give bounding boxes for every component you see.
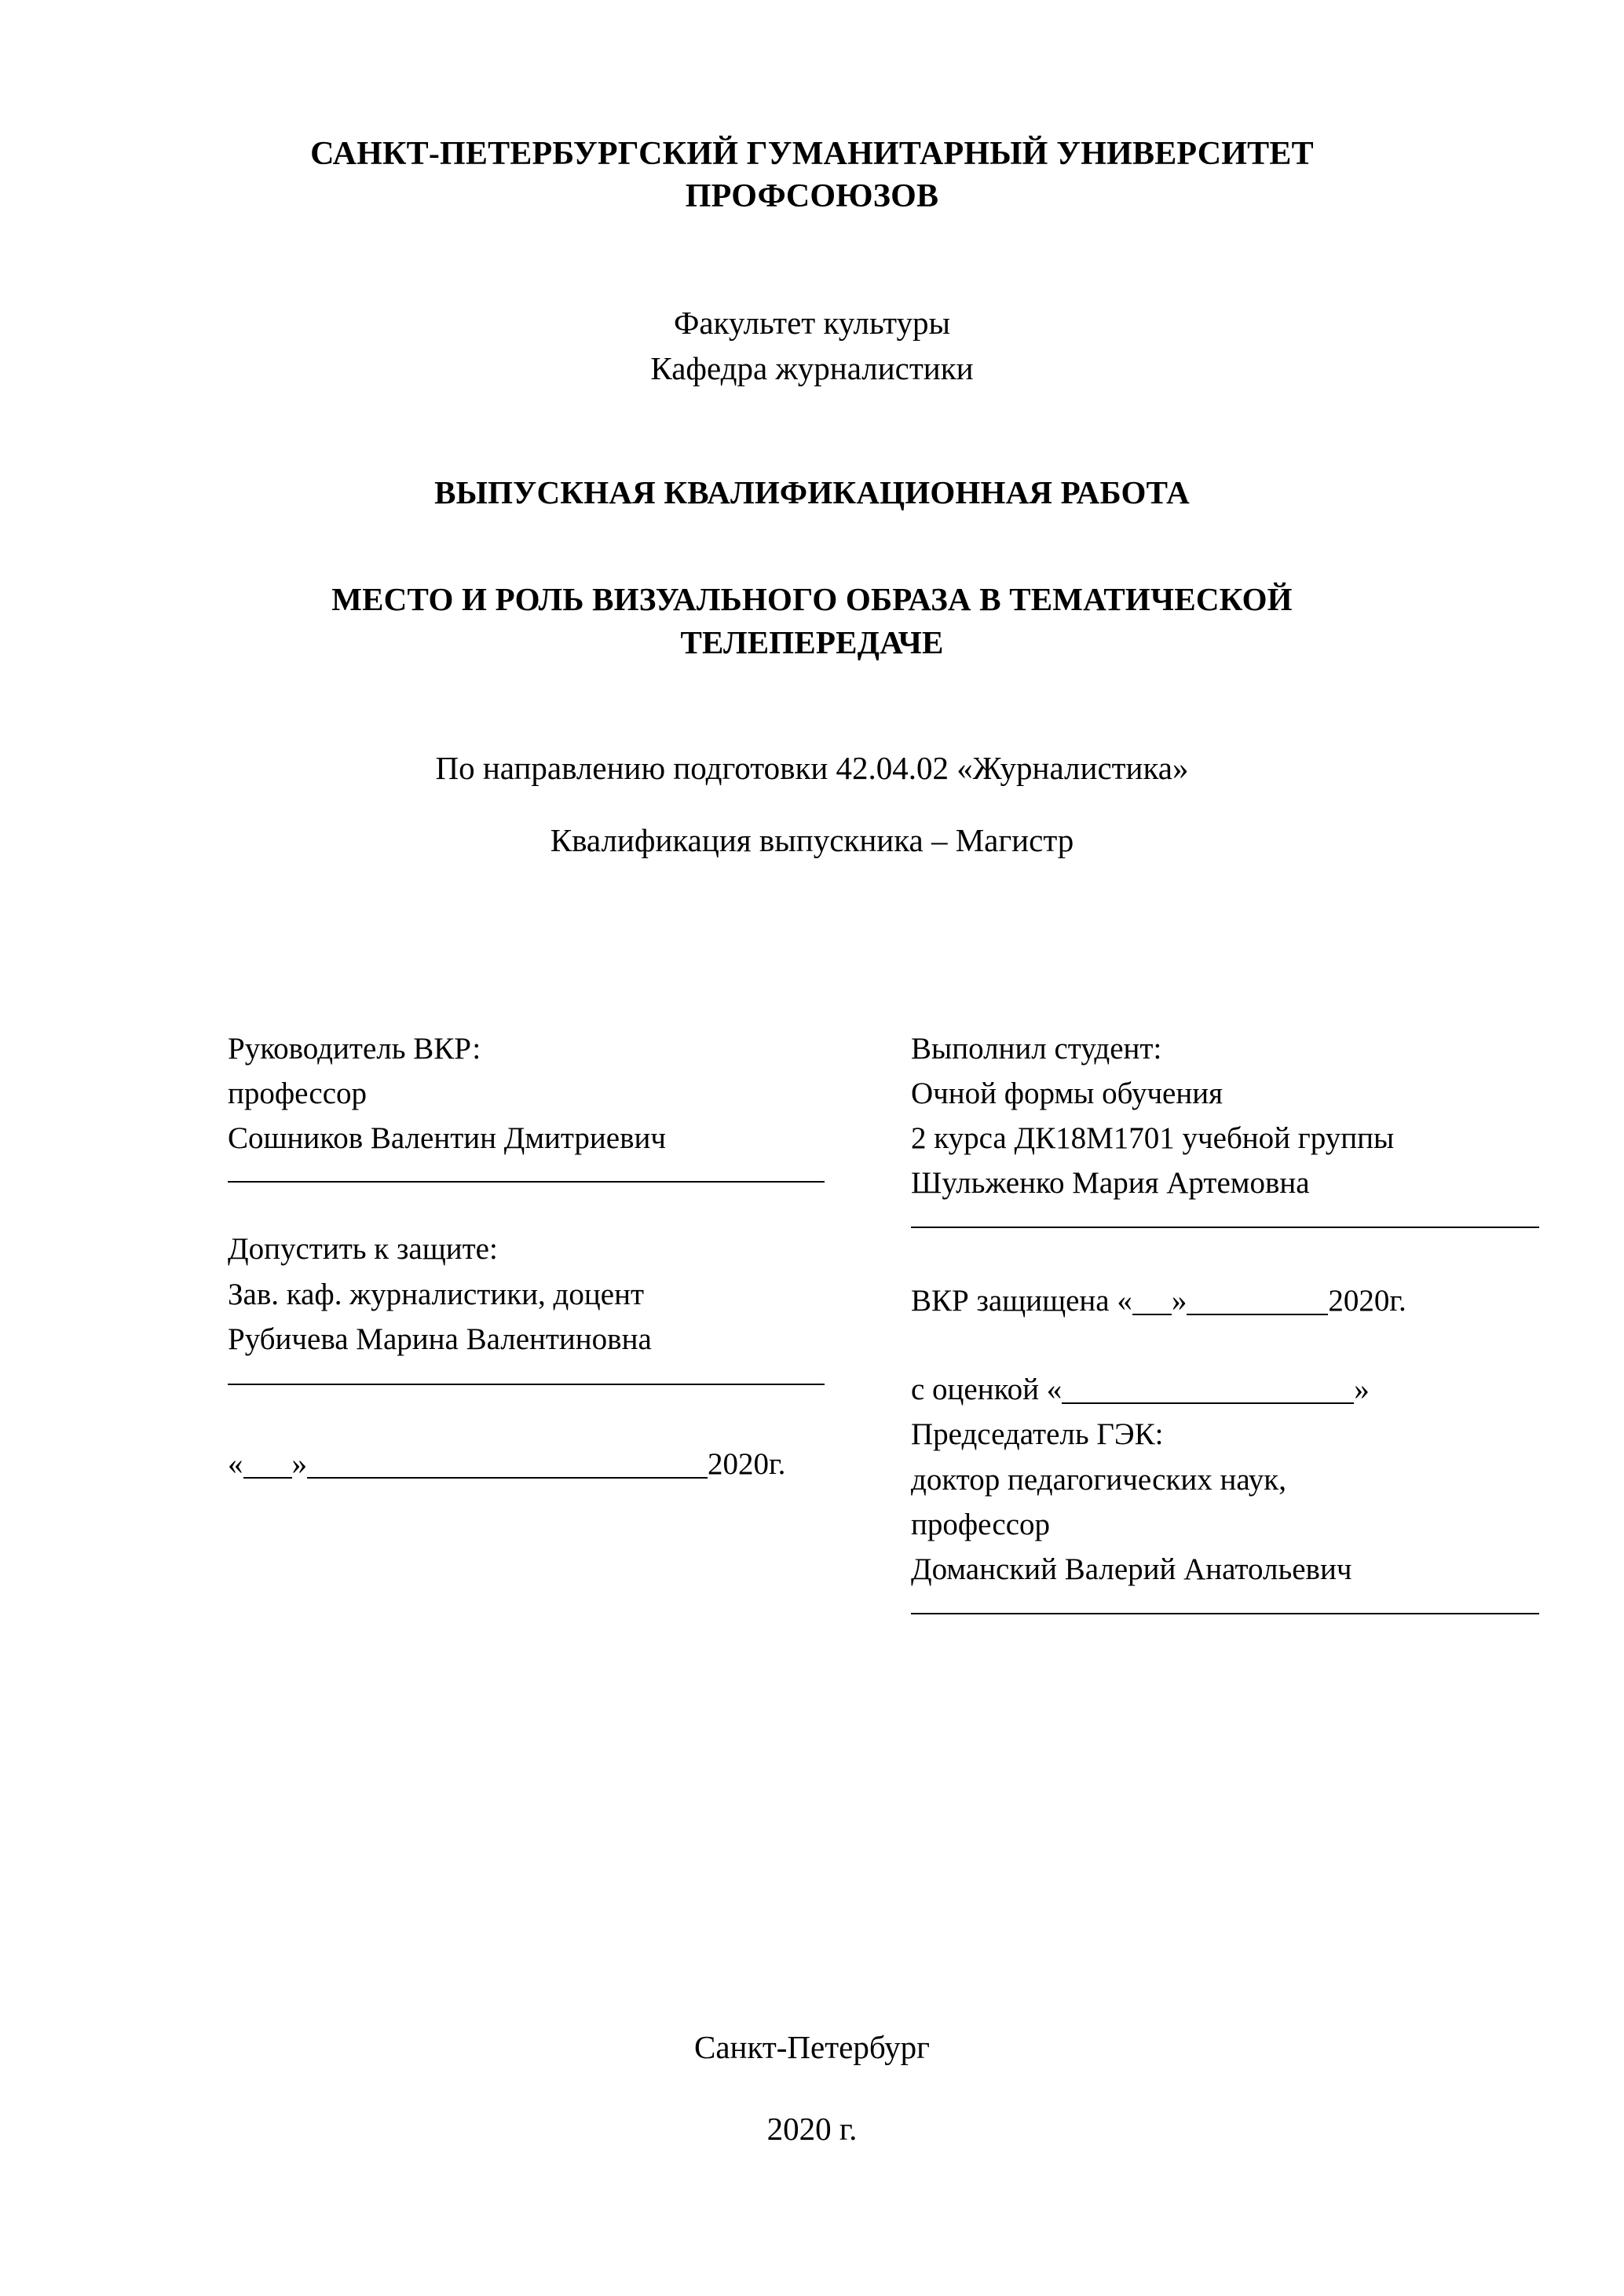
student-label: Выполнил студент:: [911, 1031, 1162, 1066]
year: 2020 г.: [766, 2110, 858, 2147]
student-group: 2 курса ДК18М1701 учебной группы: [911, 1121, 1395, 1156]
defense-date-year: 2020г.: [1328, 1283, 1406, 1318]
quote-close: »: [291, 1447, 307, 1482]
grade-suffix: »: [1354, 1373, 1370, 1407]
chairman-signature-line: [911, 1613, 1539, 1614]
defense-date-mid: »: [1171, 1283, 1187, 1318]
defense-date-row: [911, 1278, 1539, 1323]
grade-row: [911, 1367, 1539, 1412]
supervisor-name: Сошников Валентин Дмитриевич: [228, 1121, 667, 1156]
defense-day-blank: [1132, 1314, 1172, 1315]
signature-columns: [126, 1026, 1498, 1614]
study-form: Очной формы обучения: [911, 1076, 1223, 1110]
quote-open: «: [228, 1447, 243, 1482]
spacer: [911, 1228, 1539, 1278]
direction-block: [126, 745, 1498, 865]
university-title: САНКТ-ПЕТЕРБУРГСКИЙ ГУМАНИТАРНЫЙ УНИВЕРСИТЕТ ПРОФСОЮЗОВ: [310, 136, 1314, 214]
chairman-name: Доманский Валерий Анатольевич: [911, 1552, 1352, 1587]
defense-month-blank: [1187, 1314, 1328, 1315]
work-title: МЕСТО И РОЛЬ ВИЗУАЛЬНОГО ОБРАЗА В ТЕМАТИЧЕСКОЙ ТЕЛЕПЕРЕДАЧЕ: [331, 580, 1293, 661]
department-name: Кафедра журналистики: [650, 349, 974, 386]
defense-date-prefix: ВКР защищена «: [911, 1283, 1132, 1318]
admit-label: Допустить к защите:: [228, 1232, 498, 1267]
city: Санкт-Петербург: [694, 2029, 930, 2065]
spacer: [228, 1183, 825, 1227]
chairman-label: Председатель ГЭК:: [911, 1417, 1164, 1452]
right-signature-column: [911, 1026, 1539, 1614]
head-of-department-name: Рубичева Марина Валентиновна: [228, 1322, 652, 1357]
admit-date-row: [228, 1442, 825, 1486]
faculty-block: [126, 300, 1498, 391]
spacer: [228, 1385, 825, 1442]
admit-date-year: 2020г.: [708, 1447, 786, 1482]
grade-blank: [1062, 1402, 1354, 1404]
spacer: [911, 1323, 1539, 1367]
chairman-rank-line-2: профессор: [911, 1508, 1051, 1542]
supervisor-rank: профессор: [228, 1076, 368, 1110]
date-month-blank: [307, 1477, 708, 1479]
student-name: Шульженко Мария Артемовна: [911, 1166, 1310, 1201]
page-footer: [0, 2024, 1624, 2153]
grade-prefix: с оценкой «: [911, 1373, 1063, 1407]
head-of-department-rank: Зав. каф. журналистики, доцент: [228, 1277, 644, 1311]
date-day-blank: [243, 1477, 292, 1479]
chairman-rank-line-1: доктор педагогических наук,: [911, 1462, 1286, 1497]
supervisor-label: Руководитель ВКР:: [228, 1031, 481, 1066]
faculty-name: Факультет культуры: [673, 304, 951, 341]
qualification: Квалификация выпускника – Магистр: [550, 822, 1074, 859]
direction-of-study: По направлению подготовки 42.04.02 «Журналистика»: [435, 749, 1189, 786]
left-signature-column: [228, 1026, 825, 1487]
work-type: ВЫПУСКНАЯ КВАЛИФИКАЦИОННАЯ РАБОТА: [434, 473, 1190, 510]
